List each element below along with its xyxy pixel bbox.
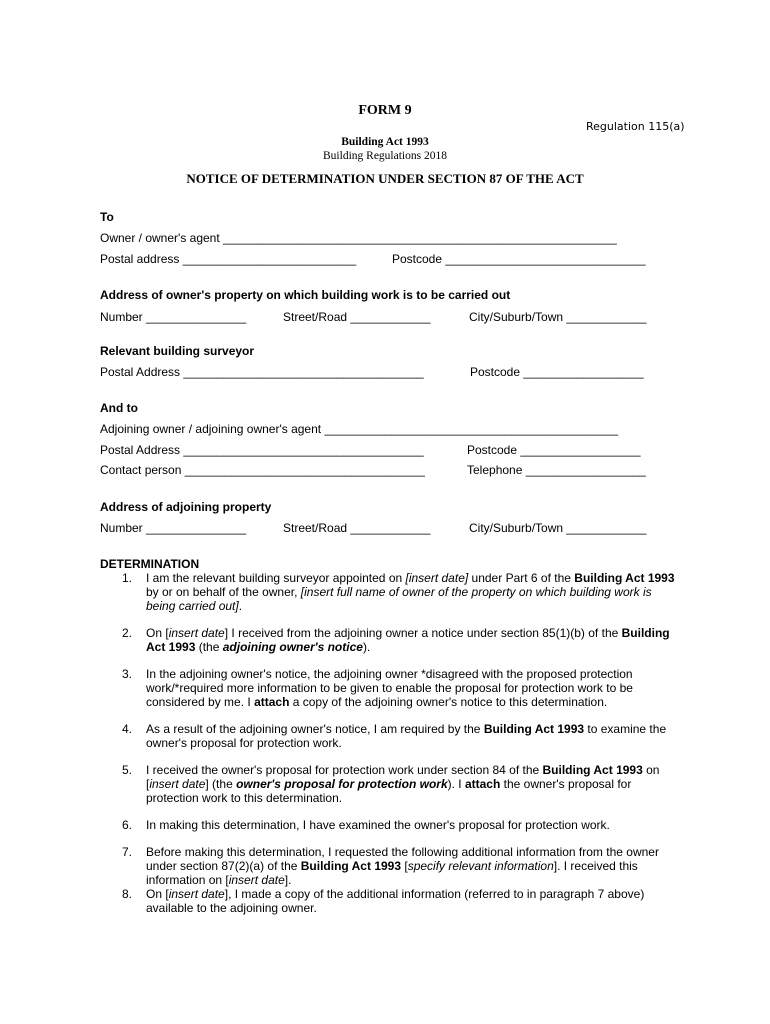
form-title: FORM 9 — [358, 103, 412, 118]
item-text: . — [238, 599, 243, 613]
owner-property-heading: Address of owner's property on which building work is to be carried out — [100, 288, 511, 302]
item-text: the owner's proposal for protection work to this determination. — [146, 777, 632, 805]
item-placeholder: insert date — [168, 626, 225, 640]
determination-list — [100, 571, 680, 915]
item-text: a copy of the adjoining owner's notice to this determination. — [289, 695, 608, 709]
item-number: 3. — [122, 667, 133, 681]
item-placeholder: specify relevant information — [407, 859, 554, 873]
determination-item — [122, 763, 680, 805]
item-text: On [ — [146, 626, 169, 640]
contact-person-field[interactable]: Contact person ____________________________________ — [100, 463, 425, 477]
telephone-field[interactable]: Telephone __________________ — [467, 463, 646, 477]
determination-section — [100, 557, 680, 915]
item-text: ] (the — [205, 777, 237, 791]
and-to-heading: And to — [100, 401, 138, 415]
item-act-reference: Building Act 1993 — [483, 722, 585, 736]
adjoining-postcode-field[interactable]: Postcode __________________ — [467, 443, 641, 457]
item-text: under Part 6 of the — [468, 571, 575, 585]
surveyor-heading: Relevant building surveyor — [100, 344, 255, 358]
item-text: on [ — [146, 763, 660, 791]
item-placeholder: insert date — [149, 777, 206, 791]
item-act-reference: Building Act 1993 — [300, 859, 402, 873]
regulation-reference: Regulation 115(a) — [586, 120, 685, 133]
postcode-field[interactable]: Postcode ______________________________ — [392, 252, 646, 266]
item-text: ). — [362, 640, 371, 654]
item-defined-term: adjoining owner's notice — [222, 640, 363, 654]
item-defined-term: owner's proposal for protection work — [236, 777, 448, 791]
item-placeholder: [insert date] — [405, 571, 469, 585]
adjoining-property-city-field[interactable]: City/Suburb/Town ____________ — [469, 521, 647, 535]
item-text: ] I received from the adjoining owner a notice under section 85(1)(b) of the — [224, 626, 622, 640]
determination-heading: DETERMINATION — [100, 557, 200, 571]
item-act-reference: Building Act 1993 — [542, 763, 643, 777]
item-attach-word: attach — [254, 695, 290, 709]
owner-agent-field[interactable]: Owner / owner's agent ___________________________________________________________ — [100, 231, 617, 245]
item-text: In the adjoining owner's notice, the adjoining owner *disagreed with the proposed protection work/*required more information to be given to enable the proposal for protection work to be considered by me. I — [146, 667, 633, 709]
item-act-reference: Building Act 1993 — [146, 626, 670, 654]
item-text: ). I — [447, 777, 465, 791]
item-text: ]. — [284, 873, 292, 887]
regulations-name: Building Regulations 2018 — [323, 150, 447, 162]
determination-item — [122, 626, 680, 654]
item-number: 8. — [122, 887, 133, 901]
item-text: [ — [401, 859, 408, 873]
owner-property-city-field[interactable]: City/Suburb/Town ____________ — [469, 310, 647, 324]
surveyor-postcode-field[interactable]: Postcode __________________ — [470, 365, 644, 379]
determination-item — [122, 818, 680, 832]
item-act-reference: Building Act 1993 — [574, 571, 675, 585]
item-text: I received the owner's proposal for protection work under section 84 of the — [146, 763, 543, 777]
item-number: 7. — [122, 845, 133, 859]
item-attach-word: attach — [464, 777, 501, 791]
item-text: to examine the owner's proposal for protection work. — [146, 722, 667, 750]
item-number: 5. — [122, 763, 133, 777]
notice-title: NOTICE OF DETERMINATION UNDER SECTION 87 OF THE ACT — [186, 171, 584, 186]
owner-property-street-field[interactable]: Street/Road ____________ — [283, 310, 431, 324]
adjoining-postal-address-field[interactable]: Postal Address ____________________________________ — [100, 443, 424, 457]
adjoining-owner-field[interactable]: Adjoining owner / adjoining owner's agent ____________________________________________ — [100, 422, 619, 436]
item-number: 2. — [122, 626, 133, 640]
item-placeholder: insert date — [168, 887, 225, 901]
surveyor-postal-address-field[interactable]: Postal Address ____________________________________ — [100, 365, 424, 379]
item-text: In making this determination, I have examined the owner's proposal for protection work. — [146, 818, 610, 832]
item-number: 6. — [122, 818, 133, 832]
determination-item — [122, 571, 680, 613]
act-name: Building Act 1993 — [341, 136, 429, 148]
item-text: ]. I received this information on [ — [146, 859, 638, 887]
determination-item — [122, 887, 680, 915]
item-text: (the — [195, 640, 223, 654]
adjoining-property-heading: Address of adjoining property — [100, 500, 272, 514]
item-placeholder: insert date — [228, 873, 285, 887]
adjoining-property-street-field[interactable]: Street/Road ____________ — [283, 521, 431, 535]
item-text: On [ — [146, 887, 169, 901]
item-number: 1. — [122, 571, 133, 585]
item-text: I am the relevant building surveyor appointed on — [146, 571, 406, 585]
determination-item — [122, 722, 680, 750]
item-text: As a result of the adjoining owner's notice, I am required by the — [146, 722, 484, 736]
item-text: Before making this determination, I requested the following additional information from the owner under section 87(2)(a) of the — [146, 845, 659, 873]
determination-item — [122, 845, 680, 887]
to-heading: To — [100, 210, 114, 224]
determination-item — [122, 667, 680, 709]
item-number: 4. — [122, 722, 133, 736]
item-text: ], I made a copy of the additional information (referred to in paragraph 7 above) available to the adjoining owner. — [146, 887, 645, 915]
adjoining-property-number-field[interactable]: Number _______________ — [100, 521, 247, 535]
item-text: by or on behalf of the owner, — [146, 585, 301, 599]
item-placeholder: [insert full name of owner of the property on which building work is being carried out] — [146, 585, 652, 613]
postal-address-field[interactable]: Postal address __________________________ — [100, 252, 357, 266]
owner-property-number-field[interactable]: Number _______________ — [100, 310, 247, 324]
